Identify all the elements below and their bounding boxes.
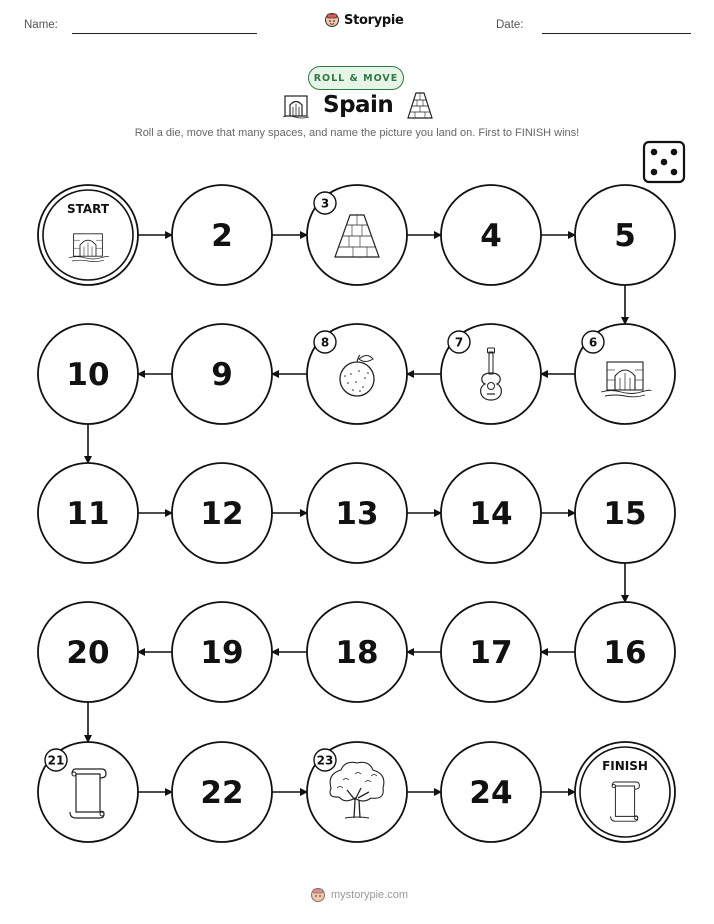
space-number: 22: [200, 775, 244, 811]
space-number: 17: [469, 635, 513, 671]
start-space: [38, 185, 138, 285]
space-number: 9: [211, 357, 233, 393]
board-space: [441, 602, 541, 702]
space-number: 18: [335, 635, 379, 671]
board-space: [172, 185, 272, 285]
space-label: START: [66, 202, 110, 216]
board-space: [307, 324, 407, 424]
board-space: [441, 324, 541, 424]
space-number: 3: [320, 196, 330, 211]
board-space: [172, 742, 272, 842]
board-space: [575, 324, 675, 424]
space-number: 24: [469, 775, 513, 811]
space-number: 15: [603, 496, 647, 532]
footer: [310, 887, 408, 903]
space-number: 13: [335, 496, 379, 532]
date-label: Date:: [496, 19, 524, 31]
instructions: Roll a die, move that many spaces, and name the picture you land on. First to FINISH wins!: [134, 127, 580, 139]
board-space: [441, 463, 541, 563]
space-number: 12: [200, 496, 244, 532]
board-space: [575, 602, 675, 702]
board-space: [307, 185, 407, 285]
board-space: [38, 742, 138, 842]
space-number: 23: [316, 753, 334, 768]
space-number: 21: [47, 753, 65, 768]
board-space: [441, 185, 541, 285]
storypie-mascot-icon: [310, 887, 326, 903]
page-title: Spain: [323, 92, 394, 118]
die-five-icon: [644, 142, 684, 182]
finish-space: [575, 742, 675, 842]
board-space: [307, 742, 407, 842]
space-number: 5: [614, 218, 636, 254]
space-number: 16: [603, 635, 647, 671]
board-space: [38, 324, 138, 424]
space-number: 10: [66, 357, 110, 393]
board-space: [307, 602, 407, 702]
footer-url: mystorypie.com: [331, 889, 409, 901]
space-number: 4: [480, 218, 502, 254]
board-space: [172, 463, 272, 563]
space-number: 8: [320, 335, 330, 350]
space-number: 7: [454, 335, 464, 350]
board-space: [575, 463, 675, 563]
brand-name: Storypie: [344, 12, 404, 28]
space-number: 14: [469, 496, 513, 532]
name-label: Name:: [24, 19, 58, 31]
board-space: [307, 463, 407, 563]
board-space: [172, 324, 272, 424]
space-number: 2: [211, 218, 233, 254]
space-number: 11: [66, 496, 110, 532]
board-space: [172, 602, 272, 702]
space-number: 6: [588, 335, 598, 350]
board-space: [441, 742, 541, 842]
space-number: 19: [200, 635, 244, 671]
space-label: FINISH: [602, 759, 648, 773]
board-space: [38, 602, 138, 702]
board-space: [38, 463, 138, 563]
game-type-tag: ROLL & MOVE: [308, 66, 404, 90]
board-space: [575, 185, 675, 285]
space-number: 20: [66, 635, 110, 671]
